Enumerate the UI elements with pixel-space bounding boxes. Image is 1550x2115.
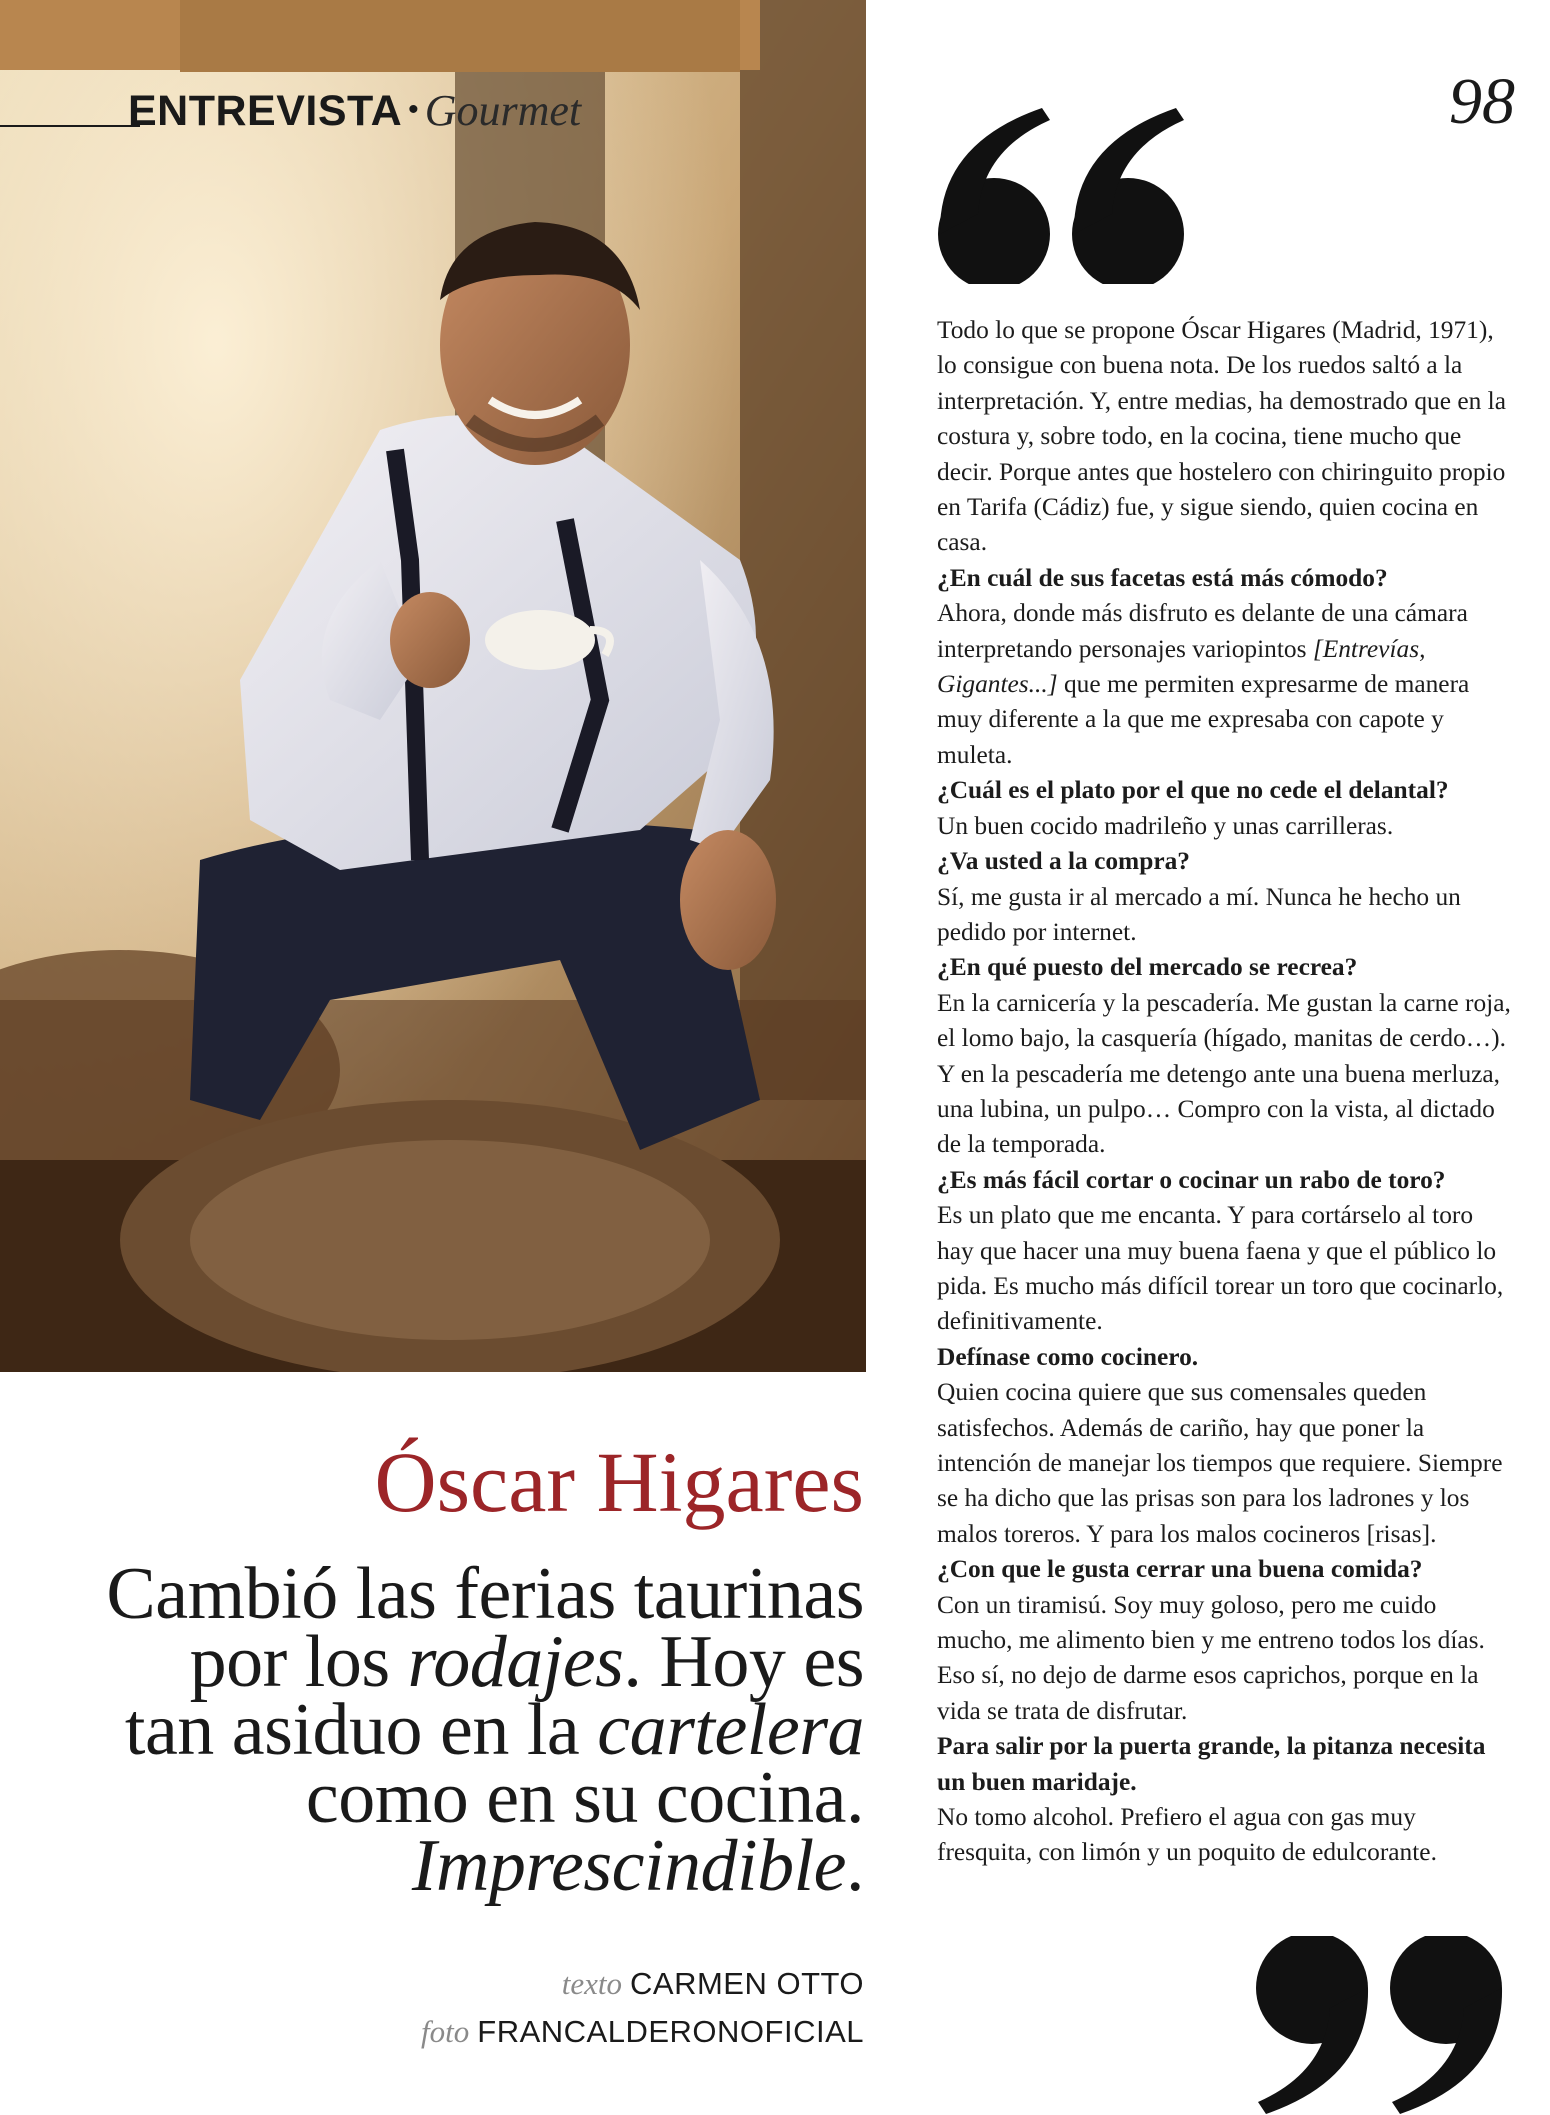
credit-photo bbox=[421, 2008, 864, 2062]
lead-italic-1: rodajes bbox=[407, 1621, 624, 1703]
answer-1-text-end: que me permiten expresarme de manera muy diferente a la que me expresaba con capote y muleta. bbox=[937, 670, 1470, 769]
section-subtitle: Gourmet bbox=[424, 86, 582, 135]
lead-text-3: como en su cocina. bbox=[305, 1757, 864, 1839]
lead-italic-2: cartelera bbox=[597, 1689, 864, 1771]
section-label bbox=[128, 80, 581, 151]
answer-1-text: Ahora, donde más disfruto es delante de una cámara interpretando personajes variopintos bbox=[937, 599, 1468, 663]
question-3: ¿Va usted a la compra? bbox=[937, 847, 1190, 876]
credit-text bbox=[562, 1960, 864, 2014]
credit-text-author: CARMEN OTTO bbox=[630, 1966, 864, 2001]
answer-7: Con un tiramisú. Soy muy goloso, pero me cuido mucho, me alimento bien y me entreno todos los días. Eso sí, no dejo de darme esos caprichos, porque en la vida se trata de disfrutar. bbox=[937, 1590, 1485, 1725]
question-6: Defínase como cocinero. bbox=[937, 1342, 1199, 1371]
credit-photo-label: foto bbox=[421, 2014, 470, 2049]
question-1: ¿En cuál de sus facetas está más cómodo? bbox=[937, 563, 1388, 592]
lead-text-2: . Hoy es tan asiduo en la bbox=[124, 1621, 864, 1771]
interview-body bbox=[937, 313, 1512, 1871]
answer-1-italic: [Entrevías, Gigantes...] bbox=[937, 634, 1426, 699]
answer-1 bbox=[937, 596, 1512, 773]
section-title: ENTREVISTA bbox=[128, 87, 403, 135]
answer-2: Un buen cocido madrileño y unas carrilleras. bbox=[937, 811, 1394, 840]
question-7: ¿Con que le gusta cerrar una buena comida? bbox=[937, 1555, 1423, 1584]
intro-paragraph: Todo lo que se propone Óscar Higares (Madrid, 1971), lo consigue con buena nota. De los ruedos saltó a la interpretación. Y, entre medias, ha demostrado que en la costura y, sobre todo, en la cocina, tiene mucho que decir. Porque antes que hostelero con chiringuito propio en Tarifa (Cádiz) fue, y sigue siendo, quien cocina en casa. bbox=[937, 316, 1506, 557]
section-separator: • bbox=[408, 93, 419, 126]
credit-photo-author: FRANCALDERONOFICIAL bbox=[477, 2014, 864, 2049]
lead-paragraph bbox=[104, 1553, 864, 1907]
interviewee-name: Óscar Higares bbox=[374, 1434, 864, 1530]
question-4: ¿En qué puesto del mercado se recrea? bbox=[937, 953, 1358, 982]
question-8: Para salir por la puerta grande, la pitanza necesita un buen maridaje. bbox=[937, 1732, 1486, 1796]
lead-italic-3: Imprescindible bbox=[411, 1825, 846, 1907]
header-rule bbox=[0, 125, 140, 127]
answer-6: Quien cocina quiere que sus comensales queden satisfechos. Además de cariño, hay que poner la intención de manejar los tiempos que requiere. Siempre se ha dicho que las prisas son para los ladrones y los malos toreros. Y para los malos cocineros [risas]. bbox=[937, 1378, 1503, 1548]
open-quote-icon bbox=[932, 104, 1192, 284]
page-number: 98 bbox=[1449, 65, 1515, 138]
answer-4: En la carnicería y la pescadería. Me gustan la carne roja, el lomo bajo, la casquería (hígado, manitas de cerdo…). Y en la pescadería me detengo ante una buena merluza, una lubina, un pulpo… Compro con la vista, al dictado de la temporada. bbox=[937, 988, 1511, 1159]
answer-5: Es un plato que me encanta. Y para cortárselo al toro hay que hacer una muy buena faena y que el público lo pida. Es mucho más difícil torear un toro que cocinarlo, definitivamente. bbox=[937, 1201, 1504, 1336]
lead-text-1: Cambió las ferias taurinas por los bbox=[106, 1553, 864, 1703]
answer-3: Sí, me gusta ir al mercado a mí. Nunca he hecho un pedido por internet. bbox=[937, 882, 1461, 946]
question-5: ¿Es más fácil cortar o cocinar un rabo de toro? bbox=[937, 1165, 1446, 1194]
close-quote-icon bbox=[1250, 1936, 1510, 2115]
lead-text-4: . bbox=[846, 1825, 864, 1907]
answer-8: No tomo alcohol. Prefiero el agua con gas muy fresquita, con limón y un poquito de edulcorante. bbox=[937, 1803, 1437, 1867]
credit-text-label: texto bbox=[561, 1966, 622, 2001]
question-2: ¿Cuál es el plato por el que no cede el delantal? bbox=[937, 776, 1449, 805]
portrait-photo bbox=[0, 0, 866, 1372]
